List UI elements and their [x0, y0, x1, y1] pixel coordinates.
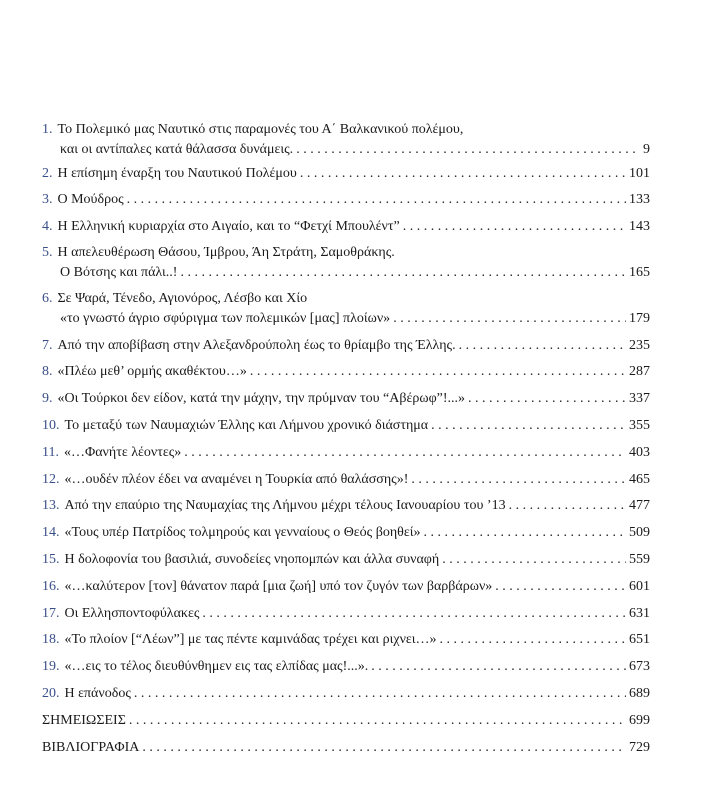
chapter-title: Η δολοφονία του βασιλιά, συνοδείες νηοπομπών και άλλα συναφή: [64, 552, 440, 567]
page-number: 9: [643, 142, 650, 157]
toc-entry[interactable]: [42, 657, 650, 677]
leader-dots: [403, 217, 626, 237]
leader-dots: [459, 336, 626, 356]
leader-dots: [442, 550, 626, 570]
page-number: 651: [629, 632, 650, 647]
chapter-title: ΒΙΒΛΙΟΓΡΑΦΙΑ: [42, 740, 140, 755]
page-number: 631: [629, 606, 650, 621]
chapter-number: 2.: [42, 166, 53, 181]
chapter-number: 18.: [42, 632, 60, 647]
page-number: 143: [629, 219, 650, 234]
page-number: 165: [629, 265, 650, 280]
chapter-title: Ο Μούδρος: [57, 192, 124, 207]
page-number: 509: [629, 525, 650, 540]
leader-dots: [180, 263, 626, 283]
leader-dots: [424, 523, 626, 543]
page-number: 133: [629, 192, 650, 207]
toc-entry[interactable]: [42, 362, 650, 382]
chapter-number: 4.: [42, 219, 53, 234]
leader-dots: [296, 140, 640, 160]
page-number: 465: [629, 472, 650, 487]
chapter-title: Ο Βότσης και πάλι..!: [60, 265, 178, 280]
leader-dots: [495, 577, 626, 597]
chapter-title: «Οι Τούρκοι δεν είδον, κατά την μάχην, την πρύμναν του “Αβέρωφ”!...»: [57, 391, 466, 406]
page-number: 403: [629, 445, 650, 460]
toc-entry[interactable]: [42, 738, 650, 758]
chapter-title: Οι Ελλησποντοφύλακες: [64, 606, 200, 621]
leader-dots: [202, 604, 626, 624]
toc-entry[interactable]: [42, 164, 650, 184]
chapter-title: «…ουδέν πλέον έδει να αναμένει η Τουρκία από θαλάσσης»!: [64, 472, 409, 487]
toc-entry[interactable]: [42, 443, 650, 463]
chapter-title: Το Πολεμικό μας Ναυτικό στις παραμονές του Α΄ Βαλκανικού πολέμου,: [57, 122, 464, 137]
chapter-number: 9.: [42, 391, 53, 406]
chapter-title: «το γνωστό άγριο σφύριγμα των πολεμικών [μας] πλοίων»: [60, 311, 391, 326]
page-number: 101: [629, 166, 650, 181]
toc-entry[interactable]: [42, 550, 650, 570]
page-number: 355: [629, 418, 650, 433]
page-number: 559: [629, 552, 650, 567]
toc-entry[interactable]: [42, 523, 650, 543]
leader-dots: [250, 362, 626, 382]
leader-dots: [129, 711, 626, 731]
leader-dots: [127, 190, 626, 210]
toc-entry[interactable]: [42, 577, 650, 597]
chapter-number: 20.: [42, 686, 60, 701]
leader-dots: [468, 389, 626, 409]
leader-dots: [300, 164, 626, 184]
chapter-number: 1.: [42, 122, 53, 137]
page-number: 477: [629, 498, 650, 513]
toc-entry[interactable]: [42, 711, 650, 731]
chapter-title: «…καλύτερον [τον] θάνατον παρά [μια ζωή] υπό τον ζυγόν των βαρβάρων»: [64, 579, 493, 594]
toc-entry[interactable]: [42, 684, 650, 704]
page-number: 699: [629, 713, 650, 728]
page-number: 673: [629, 659, 650, 674]
chapter-title: «Τους υπέρ Πατρίδος τολμηρούς και γενναίους ο Θεός βοηθεί»: [64, 525, 421, 540]
leader-dots: [440, 630, 626, 650]
leader-dots: [411, 470, 626, 490]
leader-dots: [371, 657, 626, 677]
page-number: 729: [629, 740, 650, 755]
chapter-title: ΣΗΜΕΙΩΣΕΙΣ: [42, 713, 126, 728]
chapter-title: Το μεταξύ των Ναυμαχιών Έλλης και Λήμνου χρονικό διάστημα: [64, 418, 429, 433]
toc-entry[interactable]: [42, 604, 650, 624]
leader-dots: [134, 684, 626, 704]
chapter-title: Η Ελληνική κυριαρχία στο Αιγαίο, και το “Φετχί Μπουλέντ”: [57, 219, 400, 234]
chapter-number: 5.: [42, 245, 53, 260]
leader-dots: [142, 738, 626, 758]
chapter-number: 19.: [42, 659, 60, 674]
chapter-title: Η επάνοδος: [64, 686, 131, 701]
chapter-number: 16.: [42, 579, 60, 594]
leader-dots: [393, 309, 626, 329]
chapter-number: 11.: [42, 445, 59, 460]
toc-entry[interactable]: [42, 496, 650, 516]
page-number: 601: [629, 579, 650, 594]
chapter-title: και οι αντίπαλες κατά θάλασσα δυνάμεις.: [60, 142, 294, 157]
chapter-title: Από την αποβίβαση στην Αλεξανδρούπολη έως το θρίαμβο της Έλλης.: [57, 338, 456, 353]
toc-entry[interactable]: [42, 389, 650, 409]
chapter-title: «Πλέω μεθ’ ορμής ακαθέκτου…»: [57, 364, 247, 379]
chapter-title: Από την επαύριο της Ναυμαχίας της Λήμνου μέχρι τέλους Ιανουαρίου του ’13: [64, 498, 506, 513]
leader-dots: [431, 416, 626, 436]
toc-entry[interactable]: [42, 470, 650, 490]
chapter-title: Η επίσημη έναρξη του Ναυτικού Πολέμου: [57, 166, 297, 181]
toc-entry[interactable]: [42, 416, 650, 436]
leader-dots: [509, 496, 626, 516]
page-number: 287: [629, 364, 650, 379]
chapter-number: 12.: [42, 472, 60, 487]
chapter-number: 17.: [42, 606, 60, 621]
page-number: 179: [629, 311, 650, 326]
toc-entry[interactable]: [42, 336, 650, 356]
chapter-number: 14.: [42, 525, 60, 540]
toc-entry[interactable]: [42, 630, 650, 650]
page-number: 235: [629, 338, 650, 353]
chapter-title: Σε Ψαρά, Τένεδο, Αγιονόρος, Λέσβο και Χίο: [57, 291, 308, 306]
toc-entry[interactable]: [42, 190, 650, 210]
toc-entry[interactable]: [42, 120, 650, 160]
chapter-number: 8.: [42, 364, 53, 379]
chapter-title: «Το πλοίον [“Λέων”] με τας πέντε καμινάδας τρέχει και ριχνει…»: [64, 632, 437, 647]
page-number: 689: [629, 686, 650, 701]
chapter-number: 6.: [42, 291, 53, 306]
chapter-number: 7.: [42, 338, 53, 353]
chapter-number: 13.: [42, 498, 60, 513]
toc-entry[interactable]: [42, 243, 650, 283]
page-number: 337: [629, 391, 650, 406]
leader-dots: [184, 443, 626, 463]
toc-entry[interactable]: [42, 289, 650, 329]
chapter-number: 3.: [42, 192, 53, 207]
chapter-number: 15.: [42, 552, 60, 567]
chapter-number: 10.: [42, 418, 60, 433]
chapter-title: «…εις το τέλος διευθύνθημεν εις τας ελπίδας μας!...».: [64, 659, 369, 674]
chapter-title: Η απελευθέρωση Θάσου, Ίμβρου, Άη Στράτη, Σαμοθράκης.: [57, 245, 395, 260]
chapter-title: «…Φανήτε λέοντες»: [63, 445, 182, 460]
toc-entry[interactable]: [42, 217, 650, 237]
